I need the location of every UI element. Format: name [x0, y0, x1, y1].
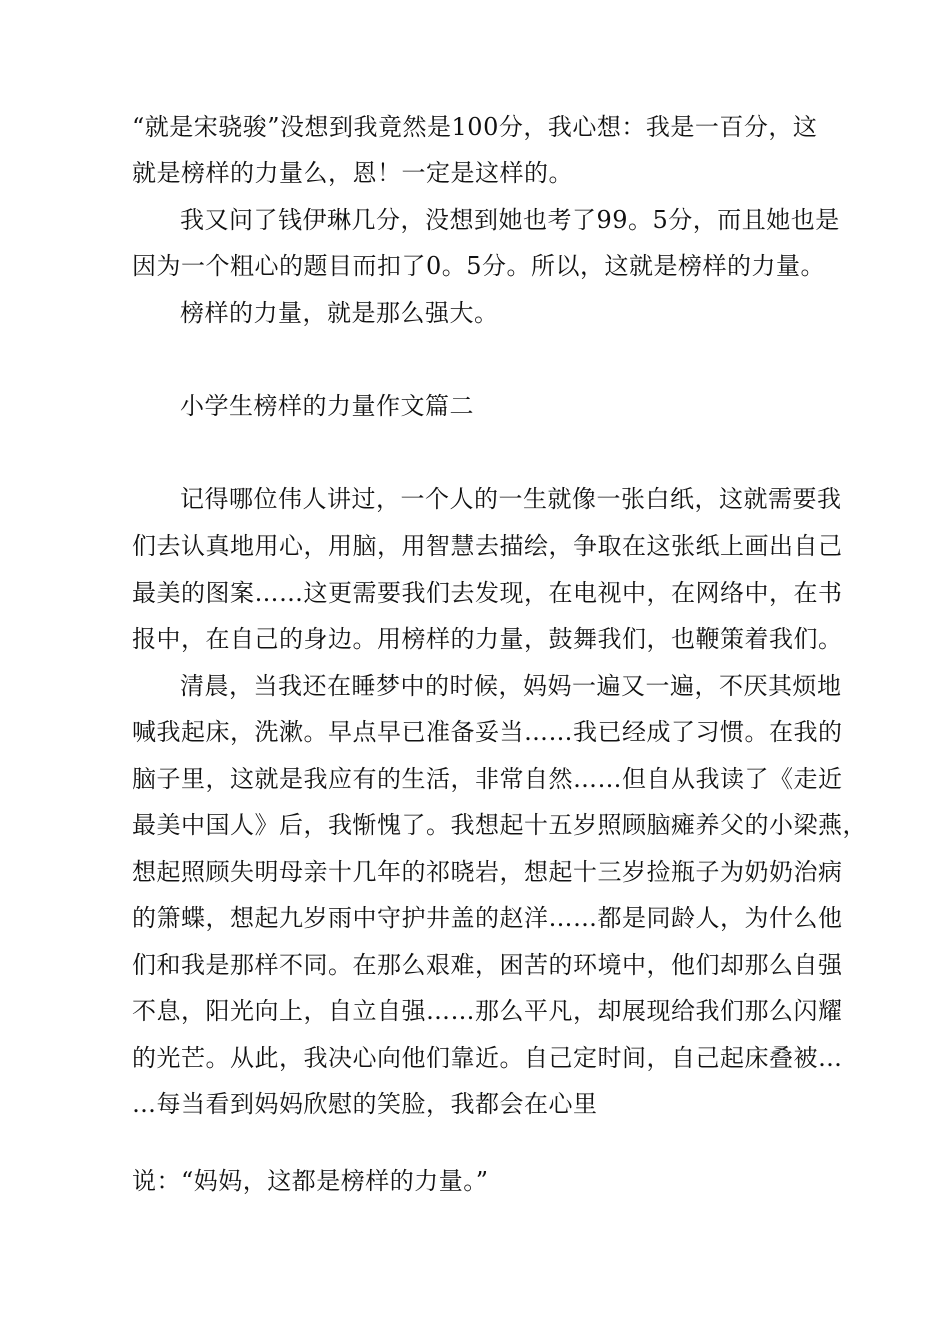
text-line: 榜样的力量，就是那么强大。 — [180, 299, 499, 327]
text-line: 最美的图案……这更需要我们去发现，在电视中，在网络中，在书 — [132, 579, 843, 607]
text-line: 记得哪位伟人讲过，一个人的一生就像一张白纸，这就需要我 — [180, 485, 842, 513]
text-line: 最美中国人》后，我惭愧了。我想起十五岁照顾脑瘫养父的小梁燕， — [132, 811, 867, 839]
text-line: 清晨，当我还在睡梦中的时候，妈妈一遍又一遍，不厌其烦地 — [180, 672, 842, 700]
section-heading: 小学生榜样的力量作文篇二 — [180, 392, 474, 420]
text-line: 说：“妈妈，这都是榜样的力量。” — [132, 1167, 489, 1195]
text-line: “就是宋骁骏”没想到我竟然是100分，我心想：我是一百分，这 — [132, 113, 818, 141]
text-line: 不息，阳光向上，自立自强……那么平凡，却展现给我们那么闪耀 — [132, 997, 843, 1025]
text-line: 喊我起床，洗漱。早点早已准备妥当……我已经成了习惯。在我的 — [132, 718, 843, 746]
text-line: 的箫蝶，想起九岁雨中守护井盖的赵洋……都是同龄人，为什么他 — [132, 904, 843, 932]
text-line: 报中，在自己的身边。用榜样的力量，鼓舞我们，也鞭策着我们。 — [132, 625, 843, 653]
text-line: 就是榜样的力量么，恩！一定是这样的。 — [132, 159, 573, 187]
text-line: …每当看到妈妈欣慰的笑脸，我都会在心里 — [132, 1090, 598, 1118]
text-line: 我又问了钱伊琳几分，没想到她也考了99。5分，而且她也是 — [180, 206, 840, 234]
text-line: 脑子里，这就是我应有的生活，非常自然……但自从我读了《走近 — [132, 765, 843, 793]
text-line: 因为一个粗心的题目而扣了0。5分。所以，这就是榜样的力量。 — [132, 252, 826, 280]
text-line: 们和我是那样不同。在那么艰难，困苦的环境中，他们却那么自强 — [132, 951, 843, 979]
text-line: 们去认真地用心，用脑，用智慧去描绘，争取在这张纸上画出自己 — [132, 532, 843, 560]
text-line: 的光芒。从此，我决心向他们靠近。自己定时间，自己起床叠被… — [132, 1044, 843, 1072]
text-line: 想起照顾失明母亲十几年的祁晓岩，想起十三岁捡瓶子为奶奶治病 — [132, 858, 843, 886]
